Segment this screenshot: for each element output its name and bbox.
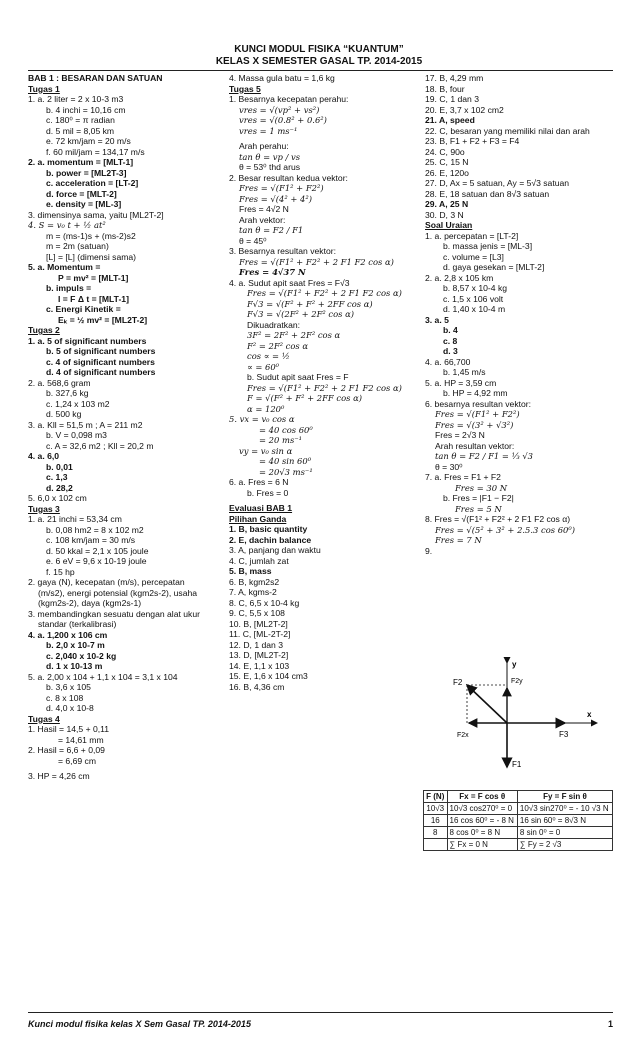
answer-line: tan θ = F2 / F1 xyxy=(239,225,304,235)
answer-line: m = 2m (satuan) xyxy=(46,241,109,251)
answer-line: (kgm2s-2), daya (kgm2s-1) xyxy=(38,598,142,608)
answer-line: b. Sudut apit saat Fres = F xyxy=(247,372,349,382)
answer-line: (m/s2), energi potensial (kgm2s-2), usaha xyxy=(38,587,198,598)
answer-line: = 20 ms⁻¹ xyxy=(259,435,303,445)
answer-line: c. A = 32,6 m2 ; Kll = 20,2 m xyxy=(46,440,154,451)
label-f2y: F2y xyxy=(511,678,523,685)
answer-line: = 14,61 mm xyxy=(58,734,104,745)
table-row xyxy=(424,815,613,827)
answer-line: 12. D, 1 dan 3 xyxy=(229,639,283,650)
answer-line: Tugas 2 xyxy=(28,325,60,335)
answer-line: c. 1,5 x 106 volt xyxy=(443,293,504,304)
answer-line: 5. vx = v₀ cos α xyxy=(229,414,295,424)
answer-line: 7. a. Fres = F1 + F2 xyxy=(425,472,501,482)
vector-diagram xyxy=(437,655,607,780)
table-row xyxy=(424,803,613,815)
answer-line: m = (ms-1)s + (ms-2)s2 xyxy=(46,230,136,241)
answer-line: Eₖ = ½ mv² = [ML2T-2] xyxy=(58,314,148,325)
answer-line: 4. a. Sudut apit saat Fres = F√3 xyxy=(229,277,350,288)
answer-line: 25. C, 15 N xyxy=(425,157,469,167)
answer-line: 2. a. 2,8 x 105 km xyxy=(425,272,494,283)
answer-line: vres = 1 ms⁻¹ xyxy=(239,125,298,136)
answer-line: cos ∝ = ½ xyxy=(247,351,290,361)
answer-line: 4. Massa gula batu = 1,6 kg xyxy=(229,73,335,83)
answer-line: b. 8,57 x 10-4 kg xyxy=(443,283,508,293)
footer-rule xyxy=(28,1012,613,1013)
answer-line: 6. B, kgm2s2 xyxy=(229,576,280,587)
answer-line: 29. A, 25 N xyxy=(425,199,469,209)
answer-line: c. 108 km/jam = 30 m/s xyxy=(46,535,136,545)
answer-line: Tugas 3 xyxy=(28,503,60,514)
answer-line: 4. a. 1,200 x 106 cm xyxy=(28,629,108,640)
answer-line: e. 72 km/jam = 20 m/s xyxy=(46,136,131,146)
answer-line: 8. C, 6,5 x 10-4 kg xyxy=(229,597,300,608)
answer-line: 11. C, [ML-2T-2] xyxy=(229,629,291,639)
answer-line: 8. Fres = √(F1² + F2² + 2 F1 F2 cos α) xyxy=(425,514,571,524)
answer-line: 15. E, 1,6 x 104 cm3 xyxy=(229,671,308,681)
page-number: 1 xyxy=(607,1019,613,1029)
answer-line: Soal Uraian xyxy=(425,220,473,230)
answer-line: d. 5 mil = 8,05 km xyxy=(46,125,115,136)
answer-line: b. massa jenis = [ML-3] xyxy=(443,241,533,251)
answer-line: 5. a. 2,00 x 104 + 1,1 x 104 = 3,1 x 104 xyxy=(28,671,178,682)
answer-line: 6. besarnya resultan vektor: xyxy=(425,398,532,409)
answer-line: F√3 = √(F² + F² + 2FF cos α) xyxy=(247,298,373,309)
answer-line: 20. E, 3,7 x 102 cm2 xyxy=(425,104,504,115)
answer-line: b. 5 of significant numbers xyxy=(46,346,156,356)
answer-line: Fres = √(F1² + F2² + 2 F1 F2 cos α) xyxy=(239,256,394,267)
answer-line: tan θ = F2 / F1 = ⅓ √3 xyxy=(435,451,534,461)
answer-line: 9. xyxy=(425,545,433,556)
page-footer xyxy=(28,1019,613,1029)
answer-line: I = F Δ t = [MLT-1] xyxy=(58,293,129,304)
answer-line: d. force = [MLT-2] xyxy=(46,188,117,199)
answer-line: f. 15 hp xyxy=(46,566,75,577)
answer-line: b. 0,08 hm2 = 8 x 102 m2 xyxy=(46,524,144,535)
answer-line: vres = √(0.8² + 0.6²) xyxy=(239,115,327,125)
answer-line: F = √(F² + F² + 2FF cos α) xyxy=(247,393,363,403)
answer-line: d. 1 x 10-13 m xyxy=(46,661,103,671)
answer-line: Tugas 5 xyxy=(229,83,261,94)
answer-line: Fres = √(5² + 3² + 2.5.3 cos 60⁰) xyxy=(435,524,576,535)
answer-line: 3. membandingkan sesuatu dengan alat ukur xyxy=(28,608,200,619)
answer-line: Fres = 7 N xyxy=(435,535,482,545)
table-cell: ∑ Fx = 0 N xyxy=(447,839,517,851)
label-x: x xyxy=(587,710,592,719)
column-2 xyxy=(229,73,421,692)
answer-line: 3. A, panjang dan waktu xyxy=(229,545,321,555)
answer-line: = 6,69 cm xyxy=(58,755,96,766)
answer-line: b. HP = 4,92 mm xyxy=(443,388,508,398)
answer-line: d. gaya gesekan = [MLT-2] xyxy=(443,262,545,272)
answer-line: 1. a. percepatan = [LT-2] xyxy=(425,230,519,241)
column-1 xyxy=(28,73,224,782)
answer-line: Fres = 4√2 N xyxy=(239,204,289,214)
column-3 xyxy=(425,73,615,556)
answer-line: ∝ = 60⁰ xyxy=(247,361,280,372)
answer-line: 1. Besarnya kecepatan perahu: xyxy=(229,94,349,104)
answer-line: c. 2,040 x 10-2 kg xyxy=(46,650,117,661)
answer-line: b. impuls = xyxy=(46,283,92,293)
table-cell: 8 cos 0⁰ = 8 N xyxy=(447,827,517,839)
label-y: y xyxy=(512,660,517,669)
answer-line: 7. A, kgms-2 xyxy=(229,587,277,597)
answer-line: b. power = [ML2T-3] xyxy=(46,167,127,178)
answer-line: 22. C, besaran yang memiliki nilai dan arah xyxy=(425,125,590,136)
answer-line: Fres = 2√3 N xyxy=(435,430,485,440)
answer-line: Arah perahu: xyxy=(239,141,289,151)
answer-line: 26. E, 120o xyxy=(425,167,469,178)
f2-vector xyxy=(467,685,507,723)
answer-line: d. 4,0 x 10-8 xyxy=(46,703,94,713)
answer-line: P = mv² = [MLT-1] xyxy=(58,272,129,283)
answer-line: c. volume = [L3] xyxy=(443,251,504,262)
answer-line: e. density = [ML-3] xyxy=(46,199,122,209)
table-row xyxy=(424,839,613,851)
answer-line: 9. C, 5,5 x 108 xyxy=(229,608,285,618)
answer-line: 5. B, mass xyxy=(229,566,272,576)
answer-line: 3. dimensinya sama, yaitu [ML2T-2] xyxy=(28,209,164,220)
answer-line: 1. a. 2 liter = 2 x 10-3 m3 xyxy=(28,94,124,104)
answer-line: Pilihan Ganda xyxy=(229,513,287,524)
answer-line: Fres = √(F1² + F2²) xyxy=(435,409,520,419)
answer-line: c. 180⁰ = π radian xyxy=(46,115,115,125)
answer-line: Fres = √(4² + 4²) xyxy=(239,193,312,204)
answer-line: = 20√3 ms⁻¹ xyxy=(259,466,313,477)
answer-line: 4. a. 6,0 xyxy=(28,451,60,461)
table-header: Fx = F cos θ xyxy=(447,791,517,803)
answer-line: 24. C, 90o xyxy=(425,146,465,157)
answer-line: b. V = 0,098 m3 xyxy=(46,430,107,440)
answer-line: Tugas 1 xyxy=(28,83,60,94)
answer-line: F√3 = √(2F² + 2F² cos α) xyxy=(247,309,355,319)
header-rule xyxy=(28,70,613,71)
answer-line: 2. Besar resultan kedua vektor: xyxy=(229,172,348,183)
header-subtitle: KELAS X SEMESTER GASAL TP. 2014-2015 xyxy=(215,56,423,67)
label-f3: F3 xyxy=(559,730,569,739)
answer-line: 4. S = v₀ t + ½ at² xyxy=(28,220,106,230)
answer-line: 3. Besarnya resultan vektor: xyxy=(229,246,336,256)
answer-line: 3F² = 2F² + 2F² cos α xyxy=(247,330,341,340)
answer-line: 16. B, 4,36 cm xyxy=(229,681,285,692)
answer-line: [L] = [L] (dimensi sama) xyxy=(46,251,137,262)
answer-line: b. 4 inchi = 10,16 cm xyxy=(46,104,126,115)
answer-line: 30. D, 3 N xyxy=(425,209,464,220)
answer-line: vy = v₀ sin α xyxy=(239,445,293,456)
answer-line: vres = √(vp² + vs²) xyxy=(239,104,320,115)
force-table xyxy=(423,790,613,851)
table-cell: 10√3 cos270⁰ = 0 xyxy=(447,803,517,815)
answer-line: d. 28,2 xyxy=(46,482,73,493)
answer-line: b. 327,6 kg xyxy=(46,388,89,398)
answer-line: d. 4 of significant numbers xyxy=(46,367,156,377)
table-cell: 16 xyxy=(424,815,448,827)
answer-line: 14. E, 1,1 x 103 xyxy=(229,660,290,671)
table-cell xyxy=(424,839,448,851)
document-header xyxy=(0,44,638,68)
answer-line: b. Fres = |F1 − F2| xyxy=(443,493,514,503)
answer-line: 18. B, four xyxy=(425,83,465,94)
table-cell: ∑ Fy = 2 √3 xyxy=(517,839,612,851)
answer-line: 5. a. Momentum = xyxy=(28,262,101,272)
answer-line: 2. a. momentum = [MLT-1] xyxy=(28,157,134,167)
answer-line: c. acceleration = [LT-2] xyxy=(46,178,139,188)
answer-line: d. 50 kkal = 2,1 x 105 joule xyxy=(46,545,149,556)
answer-line: 5. a. HP = 3,59 cm xyxy=(425,377,497,388)
force-table-wrap xyxy=(423,790,613,851)
label-f2x: F2x xyxy=(457,732,469,739)
header-title: KUNCI MODUL FISIKA “KUANTUM” xyxy=(234,44,404,55)
answer-line: 2. E, dachin balance xyxy=(229,534,312,545)
footer-text: Kunci modul fisika kelas X Sem Gasal TP. 2014-2015 xyxy=(28,1019,251,1029)
answer-line: d. 500 kg xyxy=(46,409,82,419)
answer-line: = 40 cos 60⁰ xyxy=(259,424,313,435)
answer-line: θ = 45⁰ xyxy=(239,235,267,246)
answer-line: 10. B, [ML2T-2] xyxy=(229,618,288,629)
answer-line: c. Energi Kinetik = xyxy=(46,304,121,314)
answer-line: 5. 6,0 x 102 cm xyxy=(28,493,87,503)
answer-line: 23. B, F1 + F2 + F3 = F4 xyxy=(425,136,520,146)
answer-line: 3. HP = 4,26 cm xyxy=(28,771,90,781)
answer-line: 13. D, [ML2T-2] xyxy=(229,650,289,660)
answer-line: c. 8 xyxy=(443,335,458,346)
answer-line: f. 60 mil/jam = 134,17 m/s xyxy=(46,146,145,157)
answer-line: b. 1,45 m/s xyxy=(443,367,486,377)
table-cell: 8 sin 0⁰ = 0 xyxy=(517,827,612,839)
answer-line: 2. a. 568,6 gram xyxy=(28,377,91,388)
answer-line: b. 2,0 x 10-7 m xyxy=(46,640,105,650)
answer-line: d. 1,40 x 10-4 m xyxy=(443,304,506,314)
answer-line: c. 8 x 108 xyxy=(46,692,84,703)
table-header: F (N) xyxy=(424,791,448,803)
label-f1: F1 xyxy=(512,760,522,769)
answer-line: θ = 30⁰ xyxy=(435,461,463,472)
answer-line: c. 1,3 xyxy=(46,472,68,482)
answer-line: 1. B, basic quantity xyxy=(229,524,308,534)
answer-line: 28. E, 18 satuan dan 8√3 satuan xyxy=(425,188,550,199)
answer-line: 3. a. Kll = 51,5 m ; A = 211 m2 xyxy=(28,419,143,430)
table-cell: 16 cos 60⁰ = - 8 N xyxy=(447,815,517,827)
answer-line: = 40 sin 60⁰ xyxy=(259,456,312,466)
table-header: Fy = F sin θ xyxy=(517,791,612,803)
answer-line: Tugas 4 xyxy=(28,713,60,724)
answer-line: 2. Hasil = 6,6 + 0,09 xyxy=(28,745,105,755)
answer-line: Evaluasi BAB 1 xyxy=(229,503,293,513)
table-row xyxy=(424,827,613,839)
answer-line: b. 3,6 x 105 xyxy=(46,682,91,692)
answer-line: Fres = √(F1² + F2²) xyxy=(239,183,324,193)
answer-line: c. 4 of significant numbers xyxy=(46,356,155,367)
answer-line: 19. C, 1 dan 3 xyxy=(425,94,479,104)
answer-line: Fres = 30 N xyxy=(455,482,508,493)
answer-line: 17. B, 4,29 mm xyxy=(425,73,484,83)
answer-line: α = 120⁰ xyxy=(247,403,285,414)
answer-line: 3. a. 5 xyxy=(425,314,449,325)
answer-line: Fres = 5 N xyxy=(455,503,502,514)
answer-line: Fres = √(3² + √3²) xyxy=(435,419,514,430)
answer-line: Arah resultan vektor: xyxy=(435,440,515,451)
answer-line: Dikuadratkan: xyxy=(247,319,301,330)
table-cell: 8 xyxy=(424,827,448,839)
table-cell: 10√3 sin270⁰ = - 10 √3 N xyxy=(517,803,612,815)
answer-line: 4. a. 66,700 xyxy=(425,356,471,367)
table-cell: 16 sin 60⁰ = 8√3 N xyxy=(517,815,612,827)
answer-line: tan θ = vp / vs xyxy=(239,151,301,162)
answer-line: standar (terkalibrasi) xyxy=(38,619,117,629)
answer-line: F² = 2F² cos α xyxy=(247,340,309,351)
table-cell: 10√3 xyxy=(424,803,448,815)
answer-line: BAB 1 : BESARAN DAN SATUAN xyxy=(28,73,163,83)
answer-line: 1. Hasil = 14,5 + 0,11 xyxy=(28,724,110,734)
answer-line: Fres = √(F1² + F2² + 2 F1 F2 cos α) xyxy=(247,382,402,393)
answer-line: e. 6 eV = 9,6 x 10-19 joule xyxy=(46,556,147,566)
answer-line: 2. gaya (N), kecepatan (m/s), percepatan xyxy=(28,577,185,587)
answer-line: 1. a. 21 inchi = 53,34 cm xyxy=(28,514,122,524)
answer-line: c. 1,24 x 103 m2 xyxy=(46,398,110,409)
answer-line: 4. C, jumlah zat xyxy=(229,555,289,566)
answer-line: d. 3 xyxy=(443,346,458,356)
answer-line: Fres = √(F1² + F2² + 2 F1 F2 cos α) xyxy=(247,288,402,298)
answer-line: θ = 53⁰ thd arus xyxy=(239,162,301,172)
answer-line: 6. a. Fres = 6 N xyxy=(229,477,289,487)
answer-line: b. 4 xyxy=(443,325,458,335)
label-f2: F2 xyxy=(453,678,463,687)
answer-line: Fres = 4√37 N xyxy=(239,267,306,277)
answer-line: 27. D, Ax = 5 satuan, Ay = 5√3 satuan xyxy=(425,178,570,188)
answer-line: 1. a. 5 of significant numbers xyxy=(28,335,147,346)
answer-line: Arah vektor: xyxy=(239,214,286,225)
answer-line: b. 0,01 xyxy=(46,461,73,472)
answer-line: 21. A, speed xyxy=(425,115,475,125)
answer-line: b. Fres = 0 xyxy=(247,487,289,498)
